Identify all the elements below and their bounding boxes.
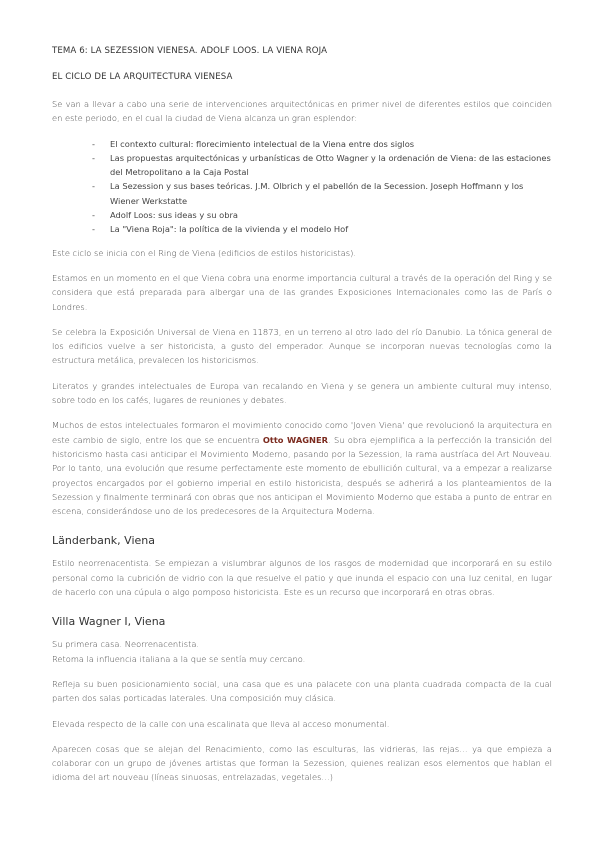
list-item: - La "Viena Roja": la política de la vivienda y el modelo Hof [92,222,552,236]
otto-wagner-link[interactable]: Otto WAGNER [262,434,329,445]
paragraph-landerbank: Estilo neorrenacentista. Se empiezan a vislumbrar algunos de los rasgos de modernidad que incorporará en su estilo personal como la cubrición de vidrio con la que resuelve el patio y que inunda el espacio con una luz cenital, en lugar de hacerlo con una cúpula o algo pomposo historicista. Este es un recurso que incorporará en otras obras. [52,558,552,598]
paragraph-ring: Este ciclo se inicia con el Ring de Viena (edificios de estilos historicistas). [52,247,356,258]
list-item: - El contexto cultural: florecimiento intelectual de la Viena entre dos siglos [92,137,552,151]
list-item: - La Sezession y sus bases teóricas. J.M. Olbrich y el pabellón de la Secession. Joseph Hoffmann y los Wiener Werkstatte [92,179,552,208]
document-title: TEMA 6: LA SEZESSION VIENESA. ADOLF LOOS. LA VIENA ROJA [52,46,328,56]
document-subtitle: EL CICLO DE LA ARQUITECTURA VIENESA [52,72,233,82]
section-heading-landerbank: Länderbank, Viena [52,534,155,548]
paragraph-exposicion-universal: Se celebra la Exposición Universal de Viena en 11873, en un terreno al otro lado del río Danubio. La tónica general de los edificios vuelve a ser historicista, a gusto del emperador. Aunque se incorporan nuevas tecnologías como la estructura metálica, prevalecen los historicismos. [52,326,552,366]
paragraph-text: Muchos de estos intelectuales formaron el movimiento conocido como 'Joven Viena' que revolucionó la arquitectura en este cambio de siglo, entre los que se encuentra [52,420,552,445]
paragraph-exposiciones: Estamos en un momento en el que Viena cobra una enorme importancia cultural a través de la operación del Ring y se considera que está preparada para albergar una de las grandes Exposiciones Internacionales como las de París o Londres. [52,272,552,312]
paragraph-villa-posicion: Refleja su buen posicionamiento social, una casa que es una palacete con una planta cuadrada compacta de la cual parten dos salas porticadas laterales. Una composición muy clásica. [52,678,552,704]
section-heading-villa-wagner: Villa Wagner I, Viena [52,615,166,629]
paragraph-joven-viena [52,418,552,518]
paragraph-text: . Su obra ejemplifica a la perfección la transición del historicismo hasta casi anticipar el Movimiento Moderno, pasando por la Sezession, la rama austríaca del Art Nouveau. Por lo tanto, una evolución que resume perfectamente este momento de ebullición cultural, va a empezar a realizarse proyectos encargados por el gobierno imperial en estilo historicista, después se adherirá a los planteamientos de la Sezession y finalmente terminará con obras que nos anticipan el Movimiento Moderno que estaba a punto de entrar en escena, considerándose uno de los predecesores de la Arquitectura Moderna. [52,434,552,517]
topic-list [52,137,552,237]
paragraph-intelectuales: Literatos y grandes intelectuales de Europa van recalando en Viena y se genera un ambiente cultural muy intenso, sobre todo en los cafés, lugares de reuniones y debates. [52,380,552,406]
list-item: - Las propuestas arquitectónicas y urbanísticas de Otto Wagner y la ordenación de Viena: de las estaciones del Metropolitano a la Caja Postal [92,151,552,180]
paragraph-villa-escalinata: Elevada respecto de la calle con una escalinata que lleva al acceso monumental. [52,718,390,729]
intro-paragraph: Se van a llevar a cabo una serie de intervenciones arquitectónicas en primer nivel de diferentes estilos que coinciden en este periodo, en el cual la ciudad de Viena alcanza un gran esplendor: [52,99,552,124]
list-item: - Adolf Loos: sus ideas y su obra [92,208,552,222]
paragraph-villa-sezession: Aparecen cosas que se alejan del Renacimiento, como las esculturas, las vidrieras, las rejas… ya que empieza a colaborar con un grupo de jóvenes artistas que forman la Sezession, quienes realizan esos elementos que hablan el idioma del art nouveau (líneas sinuosas, entrelazadas, vegetales…) [52,743,552,783]
villa-wagner-line-1: Su primera casa. Neorrenacentista. [52,639,200,650]
villa-wagner-line-2: Retoma la influencia italiana a la que se sentía muy cercano. [52,653,306,664]
